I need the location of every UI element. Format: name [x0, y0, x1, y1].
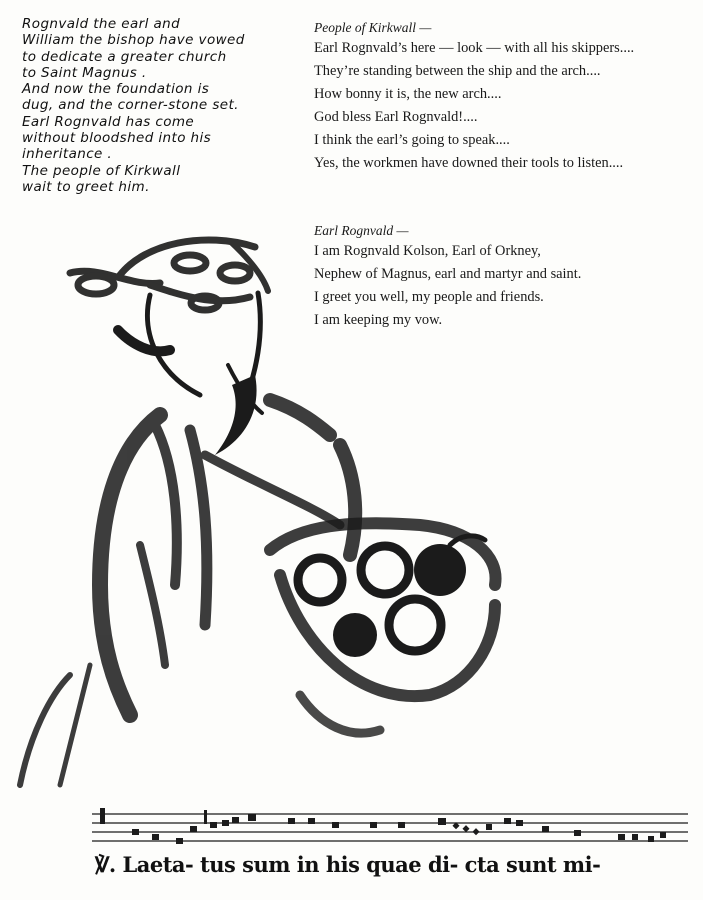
narration-line: Earl Rognvald has come — [22, 113, 195, 130]
narration-line: to Saint Magnus . — [22, 64, 147, 81]
speaker-name: People of Kirkwall — — [314, 20, 432, 35]
narration-line: without bloodshed into his — [22, 130, 212, 147]
speech-people-of-kirkwall — [314, 19, 699, 175]
bowl-icon — [270, 523, 496, 733]
speech-line: Nephew of Magnus, earl and martyr and saint. — [314, 266, 582, 282]
chant-staff — [92, 796, 692, 856]
speech-line: Earl Rognvald’s here — look — with all his skippers.... — [314, 40, 635, 56]
speaker-name: Earl Rognvald — — [314, 223, 409, 238]
speech-line: I greet you well, my people and friends. — [314, 289, 544, 305]
narration-line: And now the foundation is — [22, 81, 210, 98]
narration-line: inheritance . — [22, 146, 113, 163]
narration-block — [22, 16, 297, 195]
speech-line: Yes, the workmen have downed their tools to listen.... — [314, 155, 624, 171]
chant-lyric: ℣. Laeta- tus sum in his quae di- cta sunt mi- — [95, 852, 601, 877]
beard-icon — [215, 375, 257, 455]
narration-line: Rognvald the earl and — [22, 16, 181, 32]
narration-line: wait to greet him. — [22, 178, 150, 195]
speech-line: They’re standing between the ship and the arch.... — [314, 63, 601, 79]
wreath-icon — [70, 240, 268, 310]
narration-line: William the bishop have vowed — [22, 32, 245, 49]
speech-line: I am keeping my vow. — [314, 312, 443, 328]
speech-line: I am Rognvald Kolson, Earl of Orkney, — [314, 243, 541, 259]
staff-lines — [92, 814, 688, 841]
speech-line: God bless Earl Rognvald!.... — [314, 109, 478, 125]
narration-line: to dedicate a greater church — [22, 48, 227, 65]
earl-illustration — [0, 225, 540, 805]
narration-line: The people of Kirkwall — [22, 162, 181, 179]
narration-line: dug, and the corner-stone set. — [22, 97, 239, 114]
speech-line: How bonny it is, the new arch.... — [314, 86, 502, 102]
speech-line: I think the earl’s going to speak.... — [314, 132, 510, 148]
